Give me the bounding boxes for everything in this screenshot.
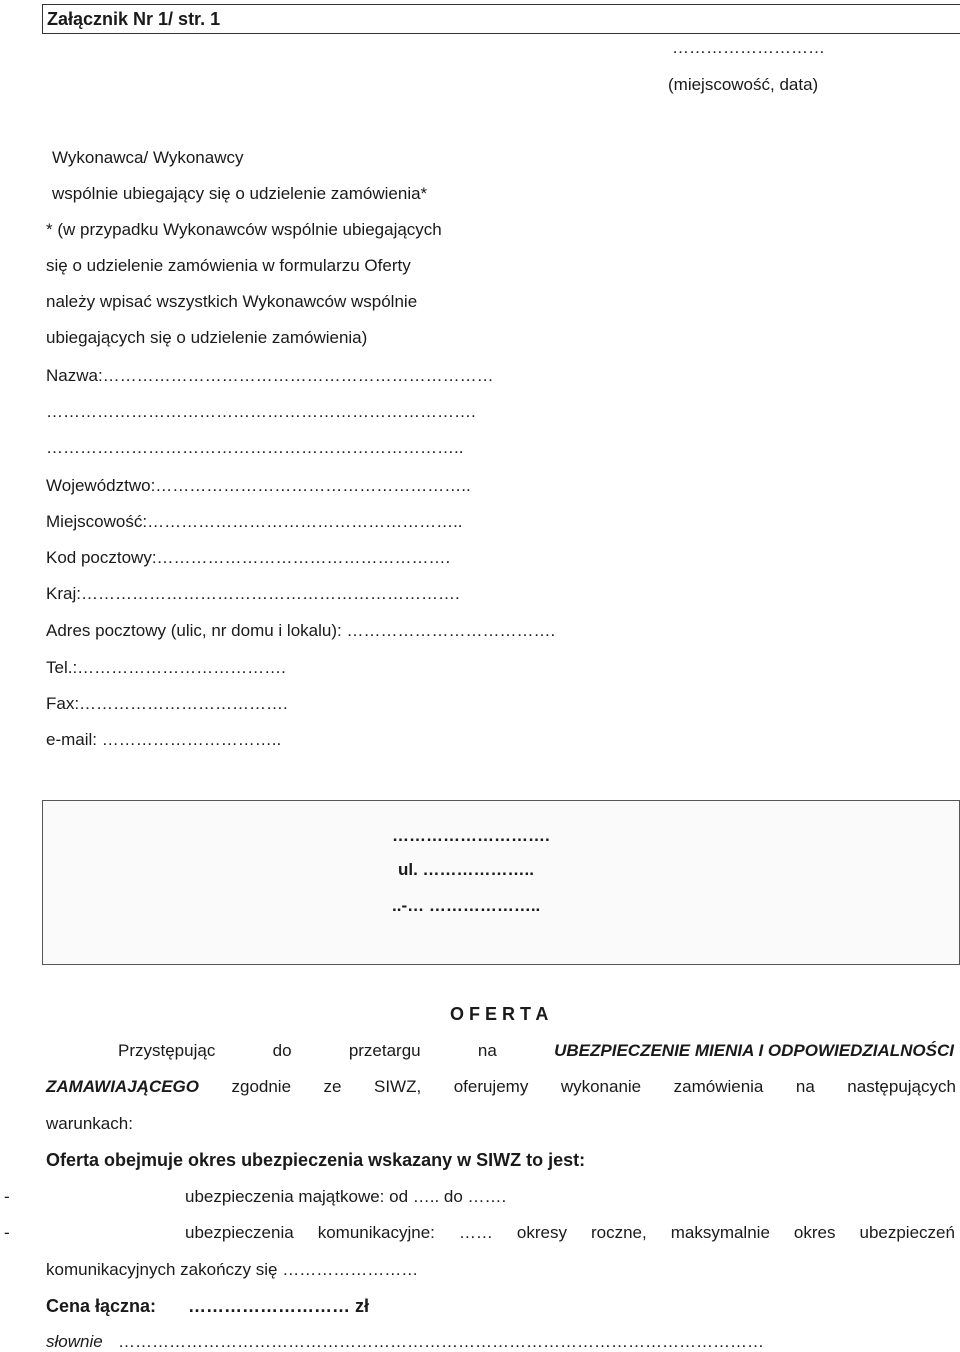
- recipient-street: ul. ………………..: [398, 860, 534, 879]
- tender-subject-cont: ZAMAWIAJĄCEGO: [46, 1077, 199, 1096]
- item-word: maksymalnie: [670, 1223, 770, 1242]
- total-price-label: Cena łączna:: [46, 1296, 157, 1316]
- item-word: ubezpieczeń: [859, 1223, 955, 1242]
- item-word: ubezpieczenia: [185, 1223, 294, 1242]
- phone-field[interactable]: Tel.:……………………………….: [46, 658, 286, 677]
- postal-address-field[interactable]: Adres pocztowy (ulic, nr domu i lokalu): ……………………………….: [46, 621, 556, 640]
- list-dash: -: [4, 1187, 10, 1206]
- contractor-note-1: * (w przypadku Wykonawców wspólnie ubiegających: [46, 220, 442, 239]
- intro-word: przetargu: [348, 1041, 421, 1060]
- contractor-joint-line: wspólnie ubiegający się o udzielenie zamówienia*: [52, 184, 428, 203]
- recipient-name: ……………………….: [392, 826, 550, 845]
- city-field[interactable]: Miejscowość:………………………………………………..: [46, 512, 463, 531]
- item-word: okresy: [516, 1223, 567, 1242]
- intro-word: na: [795, 1077, 815, 1096]
- item-word: okres: [793, 1223, 836, 1242]
- intro-word: do: [272, 1041, 292, 1060]
- period-heading: Oferta obejmuje okres ubezpieczenia wskazany w SIWZ to jest:: [46, 1150, 586, 1170]
- name-field-continued-1[interactable]: ………………………………………………………………….: [46, 402, 476, 421]
- name-field-continued-2[interactable]: ………………………………………………………………..: [46, 438, 464, 457]
- contractor-heading: Wykonawca/ Wykonawcy: [52, 148, 244, 167]
- header-bar: [42, 4, 960, 34]
- offer-intro-line-1: [118, 1041, 954, 1061]
- contractor-note-4: ubiegających się o udzielenie zamówienia): [46, 328, 368, 347]
- total-price-field[interactable]: ……………………… zł: [188, 1296, 370, 1316]
- intro-word: oferujemy: [453, 1077, 529, 1096]
- item-word[interactable]: ……: [458, 1223, 493, 1242]
- intro-word: zgodnie: [231, 1077, 292, 1096]
- voivodeship-field[interactable]: Województwo:………………………………………………..: [46, 476, 471, 495]
- contractor-note-2: się o udzielenie zamówienia w formularzu Oferty: [46, 256, 411, 275]
- tender-subject: UBEZPIECZENIE MIENIA I ODPOWIEDZIALNOŚCI: [554, 1041, 954, 1060]
- recipient-box: [42, 800, 960, 965]
- name-field[interactable]: Nazwa:……………………………………………………………: [46, 366, 494, 385]
- offer-intro-line-2: [46, 1077, 956, 1097]
- place-date-label: (miejscowość, data): [668, 75, 819, 94]
- vehicle-insurance-end[interactable]: komunikacyjnych zakończy się ……………………: [46, 1260, 419, 1279]
- vehicle-insurance-line: [185, 1223, 955, 1243]
- recipient-postal-city: ..-… ………………..: [392, 896, 541, 915]
- in-words-label: słownie: [46, 1332, 103, 1351]
- country-field[interactable]: Kraj:………………………………………………………….: [46, 584, 460, 603]
- intro-word: wykonanie: [560, 1077, 642, 1096]
- place-date-dots: ………………………: [672, 38, 825, 57]
- contractor-note-3: należy wpisać wszystkich Wykonawców wspólnie: [46, 292, 418, 311]
- intro-word: następujących: [847, 1077, 956, 1096]
- property-insurance-period[interactable]: ubezpieczenia majątkowe: od ….. do …….: [185, 1187, 507, 1206]
- intro-word: SIWZ,: [373, 1077, 422, 1096]
- offer-title: O F E R T A: [450, 1004, 549, 1024]
- intro-word: zamówienia: [673, 1077, 764, 1096]
- intro-word: Przystępując: [118, 1041, 216, 1060]
- email-field[interactable]: e-mail: …………………………..: [46, 730, 282, 749]
- postal-code-field[interactable]: Kod pocztowy:…………………………………………….: [46, 548, 451, 567]
- item-word: komunikacyjne:: [317, 1223, 435, 1242]
- offer-intro-end: warunkach:: [46, 1114, 133, 1133]
- attachment-title: Załącznik Nr 1/ str. 1: [47, 9, 221, 29]
- item-word: roczne,: [590, 1223, 647, 1242]
- in-words-field[interactable]: ……………………………………………………………………………………………………: [118, 1332, 764, 1351]
- intro-word: na: [477, 1041, 497, 1060]
- fax-field[interactable]: Fax:……………………………….: [46, 694, 288, 713]
- intro-word: ze: [323, 1077, 342, 1096]
- list-dash: -: [4, 1223, 10, 1242]
